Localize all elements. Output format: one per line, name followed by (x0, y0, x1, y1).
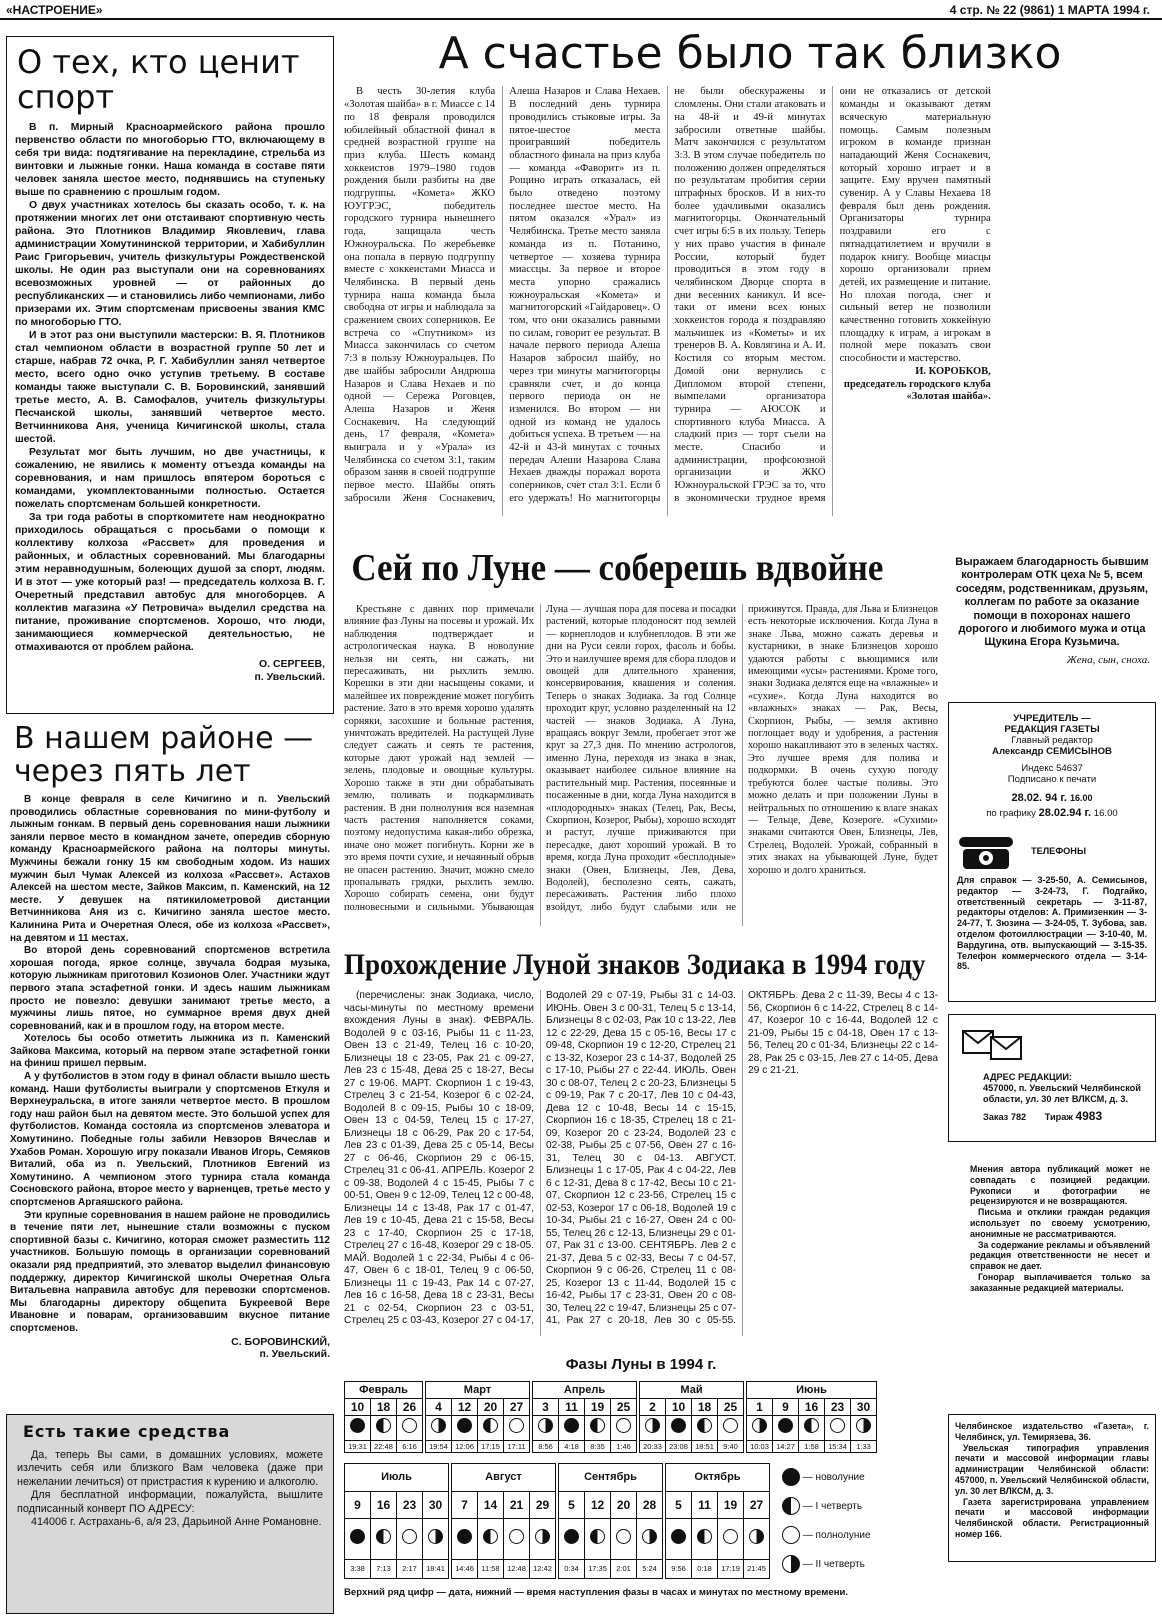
phase-time: 11:58 (478, 1559, 504, 1578)
phase-date: 7 (452, 1491, 478, 1519)
month-name: Апрель (533, 1382, 637, 1399)
phase-time: 22:48 (371, 1441, 397, 1453)
telephone-icon (957, 831, 1015, 871)
phase-time: 12:48 (504, 1559, 530, 1578)
month-name: Март (426, 1382, 530, 1399)
print-time: 16.00 (1070, 793, 1093, 803)
phase-date: 23 (825, 1399, 851, 1416)
moon-phase-icon (590, 1418, 605, 1433)
moon-phase-icon (856, 1418, 871, 1433)
phase-time: 12:06 (452, 1441, 478, 1453)
phase-time: 19:54 (426, 1441, 452, 1453)
moon-phase-icon (350, 1418, 365, 1433)
phase-time: 2:01 (611, 1559, 637, 1578)
phase-date: 27 (744, 1491, 770, 1519)
phones-list: Для справок — 3-25-50, А. Семисынов, редактор — 3-24-73, Г. Подгайко, ответственный секретарь — 3-11-87, редакторы отделов: А. Примизенкин — 3-24-77, Т. Зюзина — 3-24-05, Т. Зубова, зав. отделом фотоиллюстрации — 3-10-40, М. Вардугина, отв. выпускающий — 3-15-35. Телефон коммерческого отдела — 3-14-85. (957, 875, 1147, 972)
moon-phase-icon (431, 1418, 446, 1433)
moon-row-2 (344, 1463, 770, 1579)
phase-time: 18:41 (423, 1559, 449, 1578)
phase-date: 21 (504, 1491, 530, 1519)
moon-month-0 (344, 1463, 449, 1579)
paragraph: Крестьяне с давних пор примечали влияние фаз Луны на посевы и урожай. Их наблюдения подтверждает и астрологическая наука. В новолуние нельзя ни сеять, ни сажать, ни пересаживать, ни рыхлить землю. Корешки в эти дни насыщены соками, и малейшее их повреждение может погубить растение. Зато в это время хорошо удалять сорняки, засохшие и больные растения, уничтожать вредителей. На растущей Луне следует сажать и сеять те растения, которые дают урожай над землей — зелень, плодовые и овощные культуры. Хорошо также в эти дни обрабатывать землю, поливать и подкармливать растения. В дни полнолуния вся наземная часть растения наполняется соками, поэтому недопустима какая-либо обрезка, иначе оно может погибнуть. Корни же в это время почти сухие, и нечаянный обрыв не опасен растению. Значит, можно смело пропалывать грядки, рыхлить землю. Хорошо собирать семена, они будут полновесными и сильными. Убывающая Луна — лучшая пора для посева и посадки растений, которые плодоносят под землей — корнеплодов и клубнеплодов. В эти же дни на Руси сеяли горох, фасоль и бобы. Это и наилучшее время для сбора плодов и овощей для длительного хранения, консервирования, квашения и соления. Теперь о знаках Зодиака. За год Солнце проходит круг, условно разделенный на 12 частей — знаков Зодиака. А Луна, вращаясь вокруг Земли, пробегает этот же круг за 27,3 дня. По мнению астрологов, именно Луна, переходя из знака в знак, оказывает наиболее сильное влияние на растительный мир. Растения, посеянные и посаженные в дни, когда Луна находится в «плодородных» знаках (Телец, Рак, Весы, Скорпион, Козерог, Рыбы), хорошо всходят и растут, лучше приживаются при пересадке, дают хороший урожай. В то время, когда Луна проходит «бесплодные» знаки (Овен, Близнецы, Лев, Дева, Водолей), бесполезно сеять, сажать, пересаживать. Растения либо плохо взойдут, либо будут слабыми или не приживутся. Правда, для Льва и Близнецов есть некоторые исключения. Когда Луна в знаке Льва, можно сажать деревья и кустарники, в знаке Близнецов хорошо удаются работы с вьющимися или имеющими «усы» растениями. Кроме того, знаки Зодиака делятся еще на «влажные» и «сухие». Когда Луна находится во «влажных» знаках — Рак, Весы, Скорпион, Рыбы, — земля активно поглощает воду и удобрения, а растения хорошо накапливают это в зеленых частях. Это лучшее время для полива и подкормки. В очень сухую погоду требуются более частые поливы. Это можно делать и при положении Луны в нейтральных по отношению к влаге знаках — Тельце, Деве, Козероге. «Сухими» знаками считаются Овен, Близнецы, Лев, Стрелец, Водолей. Урожай, собранный в этих знаках на убывающей Луне, будет хорошо и долго храниться. (344, 604, 938, 913)
moon-phase-icon (778, 1418, 793, 1433)
last-quarter-icon (782, 1555, 800, 1573)
paragraph: Во второй день соревнований спортсменов встретила хорошая погода, яркое солнце, звучала бодрая музыка, которую лыжникам приготовил Козионов Олег. Участники ждут первого этапа эстафетной гонки. И здесь нашим лыжникам просто не повезло: девушки занимают третье место, а мужчины лишь пятое, но суммарное время двух дней соревнований, как и в прошлом году, на втором месте. (10, 945, 330, 1032)
printer-box (948, 1414, 1156, 1562)
phase-date: 27 (504, 1399, 530, 1416)
issue-line: 4 стр. № 22 (9861) 1 МАРТА 1994 г. (949, 3, 1150, 17)
phase-time: 18:51 (692, 1441, 718, 1453)
phase-date: 25 (611, 1399, 637, 1416)
phase-time: 3:38 (345, 1559, 371, 1578)
paragraph: Мнения автора публикаций может не совпадать с позицией редакции. Рукописи и фотографии не рецензируются и не возвращаются. (970, 1164, 1150, 1207)
article-zodiac-title: Прохождение Луной знаков Зодиака в 1994 году (344, 948, 926, 981)
address-text: 457000, п. Увельский Челябинской области, ул. 30 лет ВЛКСМ, д. 3. (983, 1083, 1141, 1104)
editor-name: Александр СЕМИСЫНОВ (992, 746, 1112, 757)
phase-date: 29 (530, 1491, 556, 1519)
moon-phase-icon (752, 1418, 767, 1433)
thanks-signature: Жена, сын, сноха. (1066, 653, 1150, 666)
phase-date: 14 (478, 1491, 504, 1519)
thanks-text: Выражаем благодарность бывшим контролерам ОТК цеха № 5, всем соседям, родственникам, друзьям, коллегам по работе за оказание помощи в похоронах нашего дорогого и любимого мужа и отца Щукина Егора Кузьмича. (955, 556, 1149, 649)
phase-date: 3 (533, 1399, 559, 1416)
phase-date: 20 (611, 1491, 637, 1519)
order-label: Заказ (983, 1112, 1009, 1122)
article-moon-sowing (344, 540, 938, 932)
moon-phases (344, 1350, 938, 1616)
section-name: «НАСТРОЕНИЕ» (6, 3, 103, 17)
print-run-label: Тираж (1044, 1112, 1073, 1122)
moon-month-0 (344, 1381, 423, 1453)
editor-label: Главный редактор (1011, 735, 1093, 746)
phase-time: 0:34 (559, 1559, 585, 1578)
founder-name: РЕДАКЦИЯ ГАЗЕТЫ (1004, 724, 1100, 735)
moon-legend (776, 1463, 871, 1579)
phase-date: 26 (397, 1399, 423, 1416)
subscription-index: Индекс 54637 (1021, 763, 1083, 774)
paragraph: Для бесплатной информации, пожалуйста, вышлите подписанный конверт ПО АДРЕСУ: (17, 1489, 323, 1515)
paragraph: Увельская типография управления печати и массовой информации главы администрации Челябинской области: 457000, п. Увельский Челябинской области, ул. 30 лет ВЛКСМ, д. 3. (955, 1442, 1149, 1496)
paragraph: Эти крупные соревнования в нашем районе не проводились в течение пяти лет, нынешние стали возможны с пуском спортивной базы с. Кичигино, которая сможет разместить 112 участников. Большую помощь в организации соревнований оказали ряд предприятий, это элеватор выделил финансовую поддержку, директор Кичигинской школы Очеретная Ольга Витальевна направила автобус для перевозки спортсменов. Мы благодарны директору общепита Букреевой Вере Ивановне и поварам, организовавшим вкусное питание спортсменов. (10, 1209, 330, 1334)
moon-phase-icon (642, 1529, 657, 1544)
legend-item (782, 1521, 871, 1550)
address-box (948, 1014, 1156, 1142)
moon-phase-icon (616, 1529, 631, 1544)
phase-date: 12 (452, 1399, 478, 1416)
phase-date: 1 (747, 1399, 773, 1416)
moon-phase-icon (538, 1418, 553, 1433)
article-district (6, 718, 334, 1408)
month-name: Июнь (747, 1382, 877, 1399)
moon-phase-icon (830, 1418, 845, 1433)
paragraph: Результат мог быть лучшим, но две участницы, к сожалению, не явились к моменту отъезда команды на соревнования, и нам пришлось впятером бороться с командами, укомплектованными полностью. Остается пожелать спортсменам большей конкретности. (15, 447, 325, 511)
phase-time: 12:42 (530, 1559, 556, 1578)
phase-date: 16 (371, 1491, 397, 1519)
moon-phase-icon (564, 1529, 579, 1544)
paragraph: За три года работы в спорткомитете нам неоднократно приходилось обращаться с просьбами о помощи к коллективу колхоза «Рассвет» для проведения и районных, и областных соревнований. Мы благодарны этим неравнодушным, болеющих душой за спорт, людям. И в этот — уже который раз! — председатель колхоза В. Г. Очеретный представил автобус для многоборцев. А коллектив магазина «У Петровича» выделил средства на питание, проживание спортсменов. Хорошо, что люди, занимающиеся коммерческой деятельностью, не отмахиваются от проблем района. (15, 512, 325, 654)
phase-date: 16 (799, 1399, 825, 1416)
phase-time: 20:33 (640, 1441, 666, 1453)
disclaimer-text (948, 1154, 1156, 1294)
phase-time: 0:18 (692, 1559, 718, 1578)
phase-date: 19 (585, 1399, 611, 1416)
phase-date: 23 (397, 1491, 423, 1519)
phase-date: 30 (423, 1491, 449, 1519)
paragraph: А у футболистов в этом году в финал области вышло шесть команд. Наши футболисты выиграли у спортсменов Еткуля и Верхнеуральска, в итоге заняли четвертое место. В прошлом году наш район был на девятом месте. Это большой успех для футболистов. Команда состояла из спортсменов элеватора и Хомутинино. Победные голы забили Невзоров Вячеслав и Ухабов Роман. Хорошую игру показали Иванов Игорь, Семяков Виталий, оба из п. Увельский, Плотников Евгений из Хомутинино. А чемпионом этого турнира стала команда Сосновского района, второе место у варненцев, третье место у спортсменов Аргаяшского района. (10, 1071, 330, 1208)
phase-time: 1:46 (611, 1441, 637, 1453)
phase-date: 10 (666, 1399, 692, 1416)
moon-month-1 (425, 1381, 530, 1453)
paragraph: Газета зарегистрирована управлением печати и массовой информации Челябинской области. Регистрационный номер 166. (955, 1496, 1149, 1539)
moon-phase-icon (350, 1529, 365, 1544)
moon-phase-icon (457, 1529, 472, 1544)
paragraph: В п. Мирный Красноармейского района прошло первенство области по многоборью ГТО, включающему в себя три вида: подтягивание на перекладине, стрельба из винтовки и лыжные гонки. Наша команда в составе пяти человек заняла шестое место, поднявшись на ступеньку выше по сравнению с прошлым годом. (15, 122, 325, 199)
schedule-time: 16.00 (1093, 808, 1118, 819)
moon-phase-icon (749, 1529, 764, 1544)
moon-phase-icon (671, 1529, 686, 1544)
phase-date: 11 (559, 1399, 585, 1416)
editorial-disclaimer (948, 1154, 1156, 1348)
printer-text (949, 1415, 1155, 1546)
phase-date: 18 (692, 1399, 718, 1416)
moon-phase-icon (376, 1418, 391, 1433)
month-name: Июль (345, 1464, 449, 1492)
order-number: 782 (1010, 1112, 1027, 1122)
moon-phase-icon (564, 1418, 579, 1433)
article-zodiac-body (344, 990, 938, 1336)
article-district-body (6, 792, 334, 1363)
phase-time: 6:16 (397, 1441, 423, 1453)
phase-date: 5 (559, 1491, 585, 1519)
phase-date: 28 (637, 1491, 663, 1519)
phase-date: 25 (718, 1399, 744, 1416)
article-zodiac (344, 944, 938, 1346)
moon-phase-icon (457, 1418, 472, 1433)
phase-date: 10 (345, 1399, 371, 1416)
phase-time: 17:35 (585, 1559, 611, 1578)
author-place: п. Увельский. (254, 671, 325, 684)
phase-time: 17:11 (504, 1441, 530, 1453)
article-sport (6, 36, 334, 714)
article-sport-body (7, 119, 333, 686)
legend-label: — I четверть (802, 1501, 863, 1512)
author-name: И. КОРОБКОВ, (915, 365, 991, 377)
moon-phase-icon (483, 1529, 498, 1544)
month-name: Сентябрь (559, 1464, 663, 1492)
phones-header (949, 819, 1155, 873)
schedule-date: 28.02.94 г. (1038, 807, 1092, 819)
moon-phase-icon (535, 1529, 550, 1544)
moon-phases-note: Верхний ряд цифр — дата, нижний — время наступления фазы в часах и минутах по местному времени. (344, 1587, 849, 1598)
phase-time: 10:03 (747, 1441, 773, 1453)
moon-phase-icon (671, 1418, 686, 1433)
phase-date: 18 (371, 1399, 397, 1416)
phase-date: 2 (640, 1399, 666, 1416)
phase-date: 30 (851, 1399, 877, 1416)
condolence-thanks (948, 540, 1156, 690)
legend-item (782, 1463, 871, 1492)
moon-phase-icon (616, 1418, 631, 1433)
phase-date: 12 (585, 1491, 611, 1519)
phase-date: 4 (426, 1399, 452, 1416)
moon-month-2 (532, 1381, 637, 1453)
legend-item (782, 1492, 871, 1521)
author-name: О. СЕРГЕЕВ, (258, 658, 325, 671)
paragraph: Гонорар выплачивается только за заказанные редакцией материалы. (970, 1271, 1150, 1293)
new-moon-icon (782, 1468, 800, 1486)
moon-phase-icon (509, 1418, 524, 1433)
month-name: Октябрь (666, 1464, 770, 1492)
phase-time: 15:34 (825, 1441, 851, 1453)
month-name: Май (640, 1382, 744, 1399)
phase-time: 7:13 (371, 1559, 397, 1578)
moon-phase-icon (402, 1529, 417, 1544)
phase-date: 20 (478, 1399, 504, 1416)
moon-row-1 (344, 1381, 938, 1453)
moon-phase-icon (402, 1418, 417, 1433)
paragraph: И в этот раз они выступили мастерски: В. Я. Плотников стал чемпионом области в возрастной группе 50 лет и старше, набрав 72 очка, Р. Г. Хабибуллин занял четвертое место, всего одно очко уступив третьему. В составе команды также выступали С. В. Боровинский, занявший третье место, А. В. Самофалов, учитель физкультуры Песчанской школы, занявший четвертое место. Ветчинникова Аня, ученица Кичигинской школы, стала шестой. (15, 330, 325, 446)
moon-phase-icon (428, 1529, 443, 1544)
paragraph: 414006 г. Астрахань-6, а/я 23, Дарьиной Анне Романовне. (31, 1516, 322, 1529)
author-place: п. Увельский. (259, 1348, 330, 1361)
phase-time: 8:56 (533, 1441, 559, 1453)
phase-time: 9:40 (718, 1441, 744, 1453)
phase-time: 14:27 (773, 1441, 799, 1453)
article-hockey-body (344, 86, 1156, 516)
print-run: 4983 (1075, 1109, 1103, 1123)
legend-item (782, 1550, 871, 1579)
founder-label: УЧРЕДИТЕЛЬ — (1013, 713, 1091, 724)
paragraph: Да, теперь Вы сами, в домашних условиях, можете излечить себя или близкого Вам человека (даже при нежелании лечиться) от пристрастия к курению и алкоголю. (17, 1448, 323, 1488)
phase-time: 5:24 (637, 1559, 663, 1578)
moon-month-1 (451, 1463, 556, 1579)
legend-label: — новолуние (802, 1472, 865, 1483)
imprint (949, 703, 1155, 819)
phase-time: 17:19 (718, 1559, 744, 1578)
moon-month-2 (558, 1463, 663, 1579)
phase-date: 9 (345, 1491, 371, 1519)
paragraph: За содержание рекламы и объявлений редакция ответственности не несет и справок не дает. (970, 1239, 1150, 1272)
paragraph: В честь 30-летия клуба «Золотая шайба» в г. Миассе с 14 по 18 февраля проводился юбилейный областной финал в средней возрастной группе на приз клуба. Шесть команд хоккеистов 1979–1980 годов рождения были разбиты на две подгруппы. «Комета» ЖКО ЮУГРЭС, победитель городского турнира нынешнего года, защищала честь Южноуральска. По жеребьевке она попала в первую подгруппу вместе с хоккеистами Миасса и Челябинска. В первый день турнира наша команда была свободна от игры и наблюдала за сражением своих соперников. Ее встреча со «Спутником» из Миасса закончилась со счетом 7:3 в пользу Южноуральцев. По две шайбы забросили Андрюша Назаров и Слава Нехаев и по одной — Сережа Роговцев, Алеша Назаров и Женя Соснакевич. На следующий день, 17 февраля, «Комета» выиграла и у «Урала» из Челябинска со счетом 3:1, таким образом заняв в своей подгруппе первое место. Шайбы опять забросили Женя Соснакевич, Алеша Назаров и Слава Нехаев. В последний день турнира проводились стыковые игры. За пятое-шестое места проигравший победитель областного финала на приз клуба — команда «Фаворит» из п. Рощино играть отказалась, ей было отведено поэтому последнее шестое место. На пятом оказался «Урал» из Челябинска. Третье место заняла команда из п. Потанино, четвертое — хозяева турнира миассцы. За первое и второе места упорно сражались южноуральская «Комета» и магнитогорский «Гайдаровец». О том, что они оказались равными по силам, говорит ее результат. В начале первого периода Алеша Назаров забросил шайбу, но через три минуты магнитогорцы сравняли счет, и до конца первого периода он не изменился. Во втором — ни одной из команд не удалось добиться успеха. В третьем — на 42-й и 43-й минутах с точных передач Алеши Назарова Слава Нехаев дважды поражал ворота соперников, счет стал 3:1. Если б его удержать! Но магнитогорцы не были обескуражены и сломлены. Они стали атаковать и на 48-й и 49-й минутах забросили ответные шайбы. Матч закончился с результатом 3:3. В этом случае победитель по положению должен определяться по результатам пробития серии штрафных бросков. И в них-то более удачливыми оказались магнитогорцы. Окончательный счет игры 6:5 в их пользу. Теперь у них право участия в финале России, который будет проводиться в этом году в челябинском Дворце спорта в дни весенних каникул. И все-таки от имени всех юных хоккеистов города я поздравляю мальчишек из «Кометы» и их тренеров В. А. Ковлягина и А. И. Костиля со вторым местом. Домой они вернулись с Дипломом второй степени, вымпелами организатора турнира — АЮСОК и спортивного клуба Миасса. А сладкий приз — торт съели на месте. Спасибо и администрации, профсоюзной организации и ЖКО Южноуральской ГРЭС за то, что в экономически трудное время они не отказались от детской команды и оказывают детям всяческую материальную помощь. Самым полезным игроком в команде признан нападающий Женя Соснакевич, который хорошо играет и в защите. Ему вручен памятный сувенир. А у Славы Нехаева 18 февраля был день рождения. Организаторы турнира поздравили его с пятнадцатилетием и вручили в подарок книгу. Вообще миасцы хорошо организовали прием детей, их размещение и питание. Но плохая погода, снег и сильный ветер не позволили качественно готовить хоккейную площадку к играм, а игрокам в полной мере показать свои способности и мастерство. (344, 86, 991, 504)
phase-date: 19 (718, 1491, 744, 1519)
phase-time: 2:17 (397, 1559, 423, 1578)
month-name: Февраль (345, 1382, 423, 1399)
address-title: АДРЕС РЕДАКЦИИ: (983, 1072, 1072, 1082)
author-position: председатель городского клуба «Золотая шайба». (843, 378, 991, 403)
moon-phase-icon (723, 1418, 738, 1433)
paragraph: (перечислены: знак Зодиака, число, часы-минуты по местному времени вхождения Луны в знак). ФЕВРАЛЬ. Водолей 9 с 03-16, Рыбы 11 с 11-23, Овен 13 с 21-49, Телец 16 с 10-20, Близнецы 18 с 23-05, Рак 21 с 09-27, Лев 23 с 15-48, Дева 25 с 18-27, Весы 27 с 19-06. МАРТ. Скорпион 1 с 19-43, Стрелец 3 с 21-54, Козерог 6 с 02-24, Водолей 8 с 09-15, Рыбы 10 с 18-09, Овен 13 с 04-59, Телец 15 с 17-27, Близнецы 18 с 06-29, Рак 20 с 17-54, Лев 23 с 01-39, Дева 25 с 05-14, Весы 27 с 06-46, Скорпион 29 с 06-15, Стрелец 31 с 06-41. АПРЕЛЬ. Козерог 2 с 09-38, Водолей 4 с 15-45, Рыбы 7 с 00-51, Овен 9 с 12-09, Телец 12 с 00-48, Близнецы 14 с 13-48, Рак 17 с 01-47, Лев 19 с 10-45, Дева 21 с 15-58, Весы 23 с 17-40, Скорпион 25 с 17-18, Стрелец 27 с 16-48, Козерог 29 с 18-05. МАЙ. Водолей 1 с 22-34, Рыбы 4 с 06-47, Овен 6 с 18-01, Телец 9 с 06-50, Близнецы 11 с 19-43, Рак 14 с 07-27, Лев 16 с 16-58, Дева 18 с 23-31, Весы 21 с 02-54, Скорпион 23 с 03-51, Стрелец 25 с 03-43, Козерог 27 с 04-17, Водолей 29 с 07-19, Рыбы 31 с 14-03. ИЮНЬ. Овен 3 с 00-31, Телец 5 с 13-14, Близнецы 8 с 02-03, Рак 10 с 13-22, Лев 12 с 22-29, Дева 15 с 05-16, Весы 17 с 09-48, Скорпион 19 с 12-20, Стрелец 21 с 13-32, Козерог 23 с 14-37, Водолей 25 с 17-10, Рыбы 27 с 22-44. ИЮЛЬ. Овен 30 с 08-07, Телец 2 с 20-23, Близнецы 5 с 09-19, Рак 7 с 20-17, Лев 10 с 04-43, Дева 12 с 10-48, Весы 14 с 15-15, Скорпион 16 с 18-35, Стрелец 18 с 21-09, Козерог 20 с 23-24, Водолей 23 с 02-38, Рыбы 25 с 07-56, Овен 27 с 16-31, Телец 30 с 04-13. АВГУСТ. Близнецы 1 с 17-05, Рак 4 с 04-22, Лев 6 с 12-31, Дева 8 с 17-42, Весы 10 с 21-07, Скорпион 12 с 23-56, Стрелец 15 с 02-53, Козерог 17 с 06-18, Водолей 19 с 10-34, Рыбы 21 с 16-27, Овен 24 с 00-55, Телец 26 с 12-13, Близнецы 29 с 01-07, Рак 31 с 13-00. СЕНТЯБРЬ. Лев 2 с 21-37, Дева 5 с 02-33, Весы 7 с 04-57, Скорпион 9 с 06-26, Стрелец 11 с 08-25, Козерог 13 с 11-44, Водолей 15 с 16-42, Рыбы 17 с 23-31, Овен 20 с 08-30, Телец 22 с 19-47, Близнецы 25 с 07-41, Рак 27 с 20-18, Лев 30 с 05-55. ОКТЯБРЬ. Дева 2 с 11-39, Весы 4 с 13-56, Скорпион 6 с 14-22, Стрелец 8 с 14-47, Козерог 10 с 16-44, Водолей 12 с 21-09, Рыбы 15 с 04-18, Овен 17 с 13-56, Телец 20 с 01-34, Близнецы 22 с 14-28, Рак 25 с 03-15, Лев 27 с 14-05, Дева 29 с 21-21. (344, 990, 938, 1326)
moon-phase-icon (376, 1529, 391, 1544)
article-sport-title: О тех, кто ценит спорт (17, 43, 300, 117)
article-hockey (344, 24, 1156, 528)
phase-time: 1:58 (799, 1441, 825, 1453)
print-label: Подписано к печати (1007, 774, 1097, 785)
paragraph: О двух участниках хотелось бы сказать особо, т. к. на протяжении многих лет они отстаивают спортивную честь района. Это Плотников Владимир Яковлевич, глава администрации Хомутининской территории, и Хабибуллин Раис Григорьевич, учитель физкультуры Рождественской школы. Не один раз выступали они на соревнованиях всевозможных уровней — от районных до республиканских — и становились либо чемпионами, либо призерами их. Этим спортсменам присвоены звания КМС по многоборью ГТО. (15, 200, 325, 329)
paragraph: Письма и отклики граждан редакция использует по своему усмотрению, анонимные не рассматриваются. (970, 1207, 1150, 1239)
phase-time: 14:46 (452, 1559, 478, 1578)
full-moon-icon (782, 1526, 800, 1544)
moon-phase-icon (723, 1529, 738, 1544)
phase-time: 23:08 (666, 1441, 692, 1453)
phase-time: 8:35 (585, 1441, 611, 1453)
article-moon-sowing-body (344, 604, 938, 926)
moon-phase-icon (697, 1529, 712, 1544)
ad-body (7, 1447, 333, 1532)
article-moon-sowing-title: Сей по Луне — соберешь вдвойне (351, 547, 884, 589)
moon-phase-icon (483, 1418, 498, 1433)
phones-title: ТЕЛЕФОНЫ (1031, 845, 1086, 856)
legend-label: — полнолуние (802, 1530, 871, 1541)
phase-time: 17:15 (478, 1441, 504, 1453)
print-date: 28.02. 94 г. (1011, 792, 1067, 804)
moon-month-3 (639, 1381, 744, 1453)
phase-time: 21:45 (744, 1559, 770, 1578)
phase-time: 4:18 (559, 1441, 585, 1453)
page-header (0, 0, 1162, 20)
article-district-title: В нашем районе — через пять лет (14, 721, 314, 789)
imprint-box (948, 702, 1156, 1002)
phase-time: 9:56 (666, 1559, 692, 1578)
moon-phase-icon (509, 1529, 524, 1544)
moon-phase-icon (645, 1418, 660, 1433)
ad-title: Есть такие средства (23, 1422, 231, 1441)
envelopes-icon (961, 1027, 1025, 1063)
phase-date: 11 (692, 1491, 718, 1519)
phase-date: 9 (773, 1399, 799, 1416)
schedule-label: по графику (986, 808, 1036, 819)
month-name: Август (452, 1464, 556, 1492)
moon-phases-title: Фазы Луны в 1994 г. (565, 1356, 717, 1373)
phase-date: 5 (666, 1491, 692, 1519)
moon-phase-icon (697, 1418, 712, 1433)
legend-label: — II четверть (802, 1559, 865, 1570)
ad-box (6, 1414, 334, 1614)
first-quarter-icon (782, 1497, 800, 1515)
author-name: С. БОРОВИНСКИЙ, (231, 1335, 330, 1348)
moon-month-3 (665, 1463, 770, 1579)
paragraph: В конце февраля в селе Кичигино и п. Увельский проводились областные соревнования по мини-футболу и лыжным гонкам. В первый день соревнования наши лыжники заняли первое место в командном зачете, опередив сборную команду Красноармейского района на полторы минуты. Мужчины бежали гонку 15 км свободным ходом. Из наших мужчин был Чумак Алексей из колхоза «Рассвет». Астахов Алексей на шестом месте, Зайков Максим, п. Каменский, на 12 месте. У девушек на пятикилометровой дистанции Ветчинникова Аня из с. Кичигино заняла шестое место. Калинина Рита и Очеретная Олеся, обе из колхоза «Рассвет», на девятом и 11 местах. (10, 794, 330, 944)
paragraph: Хотелось бы особо отметить лыжника из п. Каменский Зайкова Максима, который на первом этапе эстафетной гонки на финиш пришел первым. (10, 1033, 330, 1070)
phase-time: 1:33 (851, 1441, 877, 1453)
moon-phase-icon (590, 1529, 605, 1544)
moon-month-4 (746, 1381, 877, 1453)
moon-phase-icon (804, 1418, 819, 1433)
phase-time: 19:31 (345, 1441, 371, 1453)
paragraph: Челябинское издательство «Газета», г. Челябинск, ул. Темирязева, 36. (955, 1421, 1149, 1442)
article-hockey-title: А счастье было так близко (438, 28, 1062, 79)
